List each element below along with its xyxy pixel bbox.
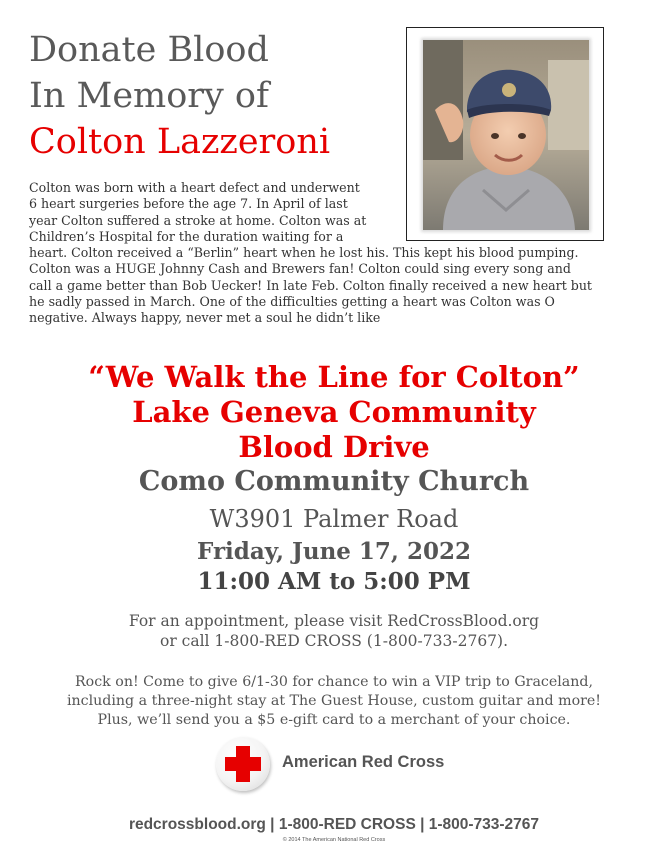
venue-address: W3901 Palmer Road xyxy=(209,505,459,533)
story-line: call a game better than Bob Uecker! In late Feb. Colton finally received a new heart but xyxy=(29,277,592,293)
drive-name-line-2: Blood Drive xyxy=(238,430,430,464)
story-line: Colton was a HUGE Johnny Cash and Brewers fan! Colton could sing every song and xyxy=(29,261,571,277)
event-date: Friday, June 17, 2022 xyxy=(197,538,471,565)
story-text xyxy=(29,180,629,327)
red-cross-icon xyxy=(216,737,270,791)
title-line-1: Donate Blood xyxy=(29,30,269,70)
story-line: he sadly passed in March. One of the difficulties getting a heart was Colton was O xyxy=(29,294,555,310)
story-line: Children’s Hospital for the duration waiting for a xyxy=(29,228,344,244)
title-line-2: In Memory of xyxy=(29,76,269,116)
appointment-line-2: or call 1-800-RED CROSS (1-800-733-2767). xyxy=(159,632,509,650)
story-line: Colton was born with a heart defect and underwent xyxy=(29,180,360,195)
venue-name: Como Community Church xyxy=(138,466,530,497)
appointment-line-1: For an appointment, please visit RedCrossBlood.org xyxy=(128,612,540,630)
story-line: 6 heart surgeries before the age 7. In April of last xyxy=(29,196,348,212)
promo-line-3: Plus, we’ll send you a $5 e-gift card to a merchant of your choice. xyxy=(97,712,571,728)
story-line: heart. Colton received a “Berlin” heart when he lost his. This kept his blood pumping. xyxy=(29,245,579,261)
drive-name-line-1: Lake Geneva Community xyxy=(132,395,536,429)
logo-wordmark: American Red Cross xyxy=(282,753,445,771)
footer-contact: redcrossblood.org | 1-800-RED CROSS | 1-800-733-2767 xyxy=(128,816,540,833)
promo-line-2: including a three-night stay at The Guest House, custom guitar and more! xyxy=(66,693,601,709)
story-line: year Colton suffered a stroke at home. Colton was at xyxy=(29,212,367,228)
event-time: 11:00 AM to 5:00 PM xyxy=(197,568,471,595)
event-headline: “We Walk the Line for Colton” xyxy=(88,360,580,394)
promo-line-1: Rock on! Come to give 6/1-30 for chance to win a VIP trip to Graceland, xyxy=(75,674,593,690)
story-line: negative. Always happy, never met a soul he didn’t like xyxy=(29,310,381,326)
red-cross-logo xyxy=(216,737,476,793)
copyright: © 2014 The American National Red Cross xyxy=(282,837,386,843)
honoree-name: Colton Lazzeroni xyxy=(29,122,331,162)
